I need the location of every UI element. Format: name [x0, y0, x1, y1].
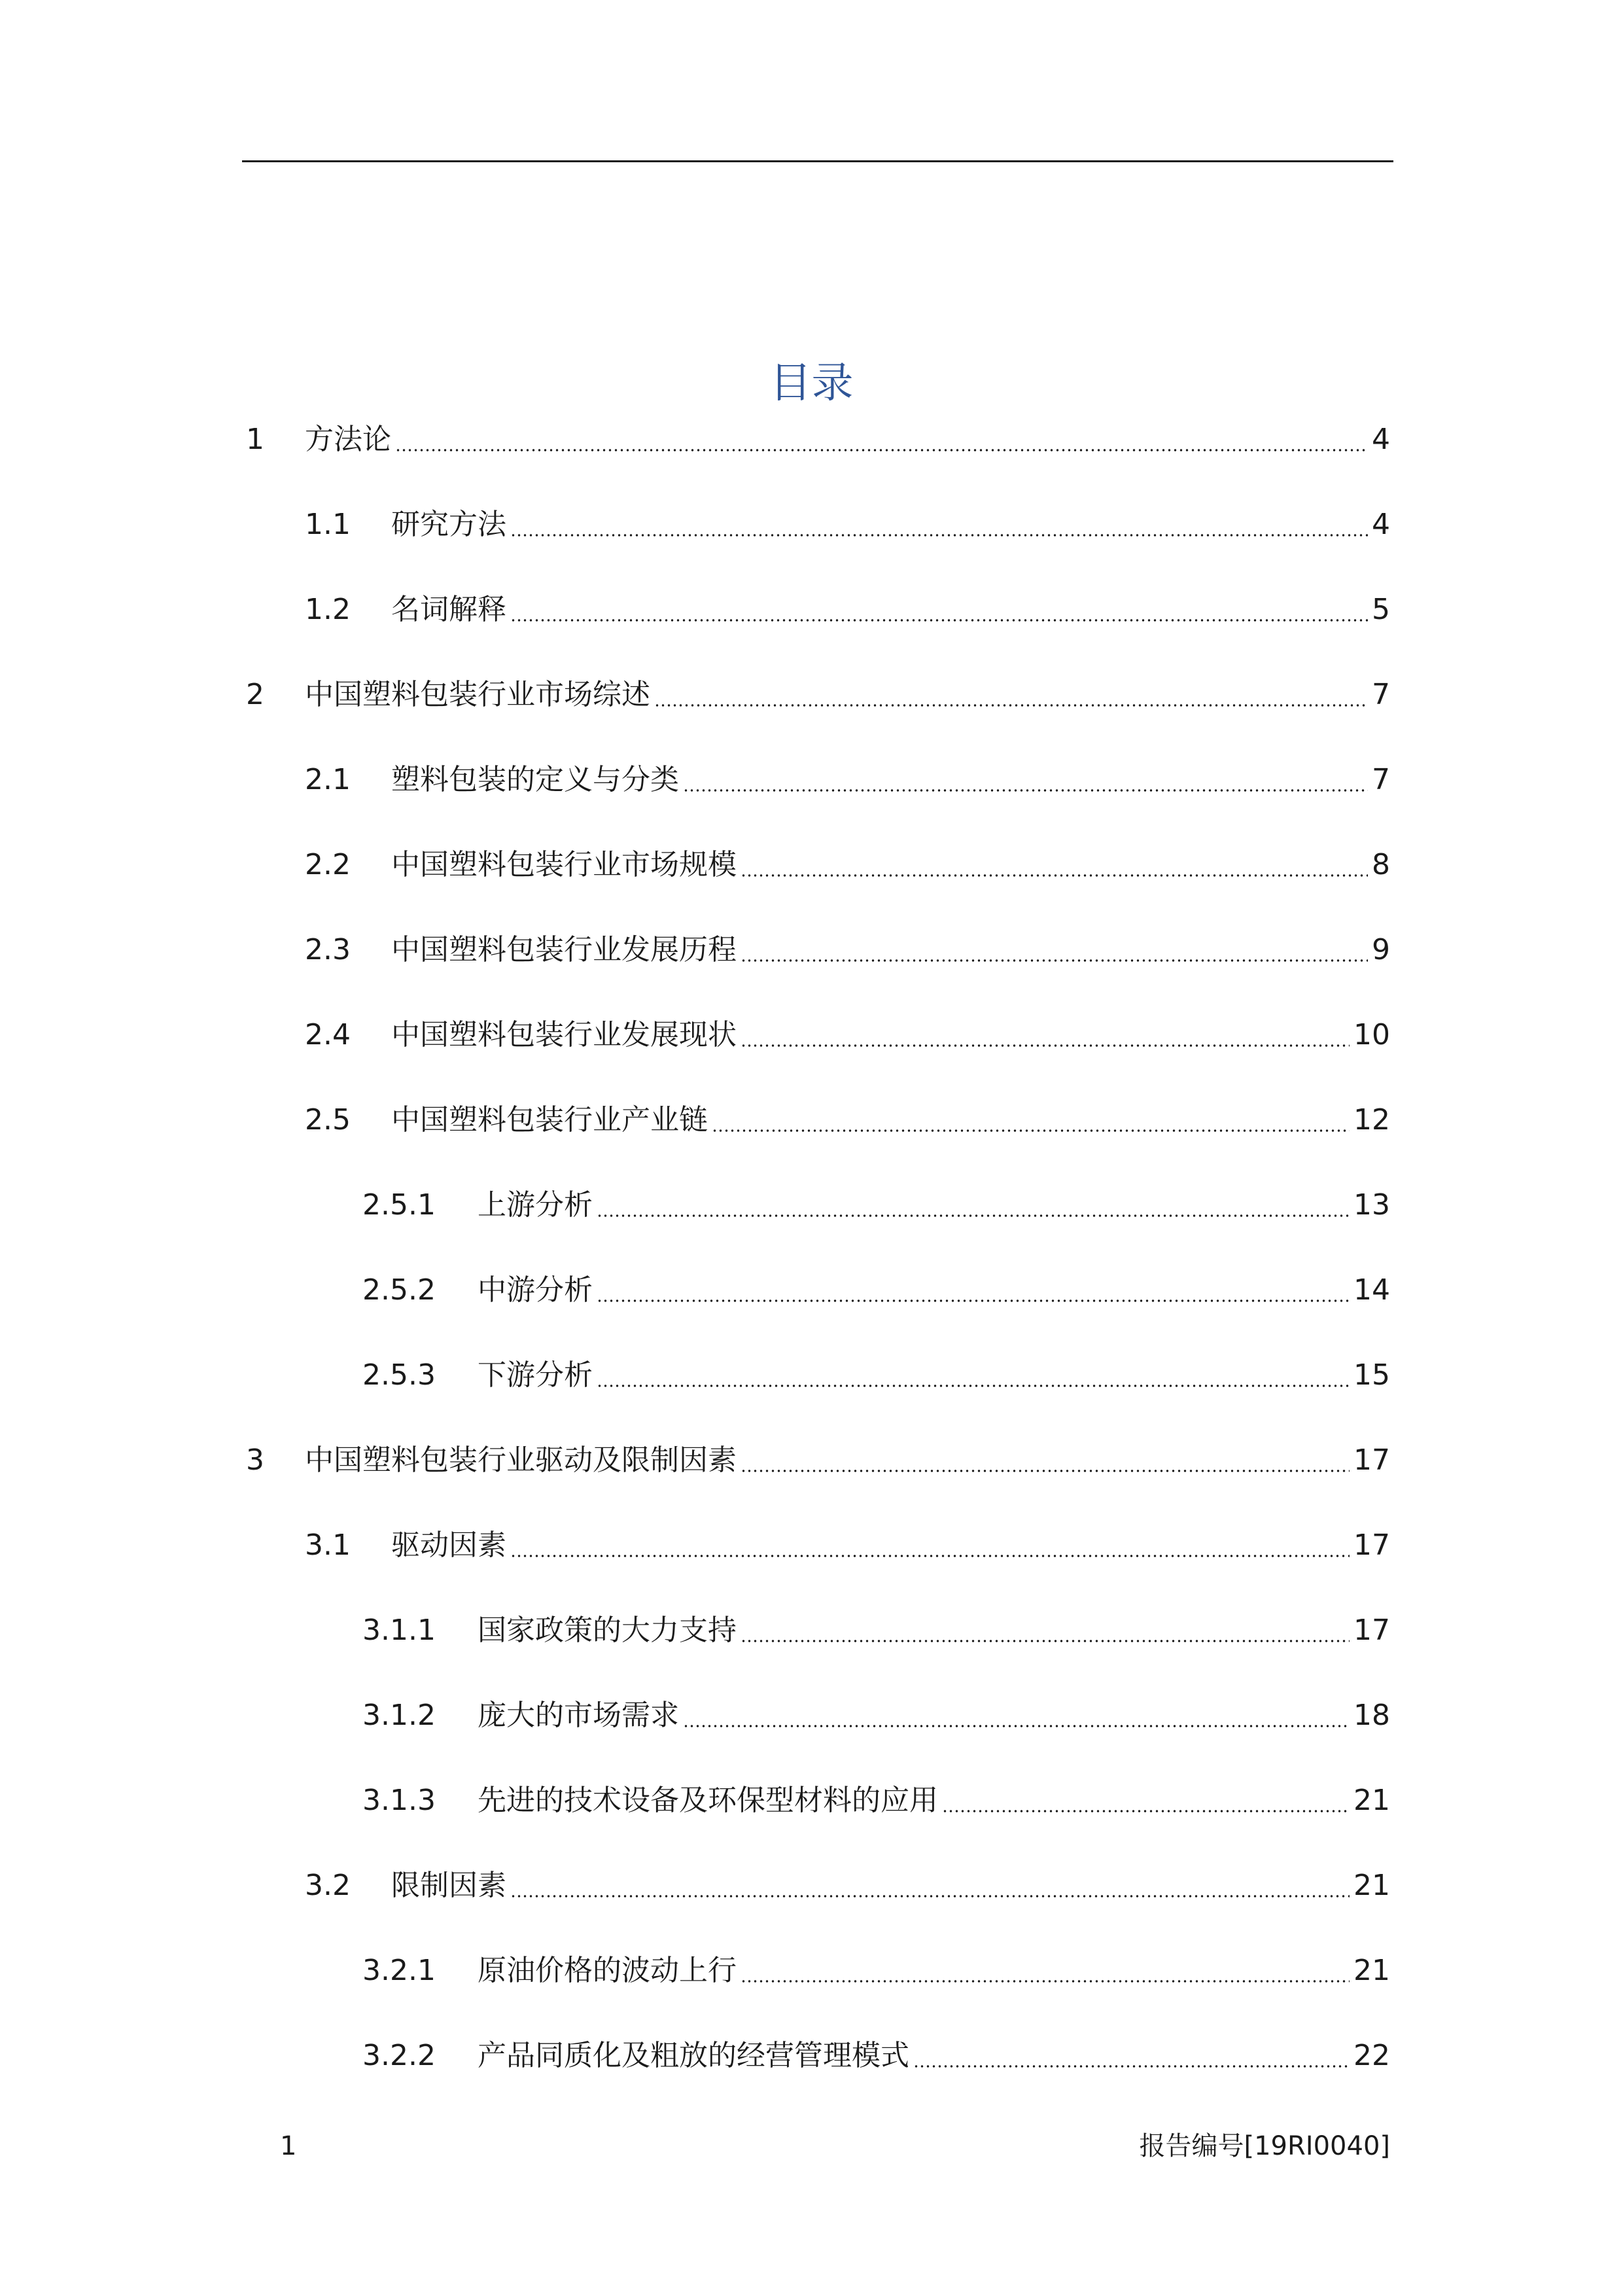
dot-leader — [654, 704, 1368, 707]
toc-entry-title: 原油价格的波动上行 — [478, 1954, 737, 1987]
toc-entry-title: 中国塑料包装行业市场规模 — [391, 848, 737, 881]
dot-leader — [510, 1895, 1350, 1898]
toc-entry-2-5-3[interactable] — [362, 1356, 1390, 1395]
toc-entry-number: 1.2 — [305, 593, 351, 626]
dot-leader — [395, 449, 1368, 451]
toc-entry-title: 中国塑料包装行业驱动及限制因素 — [305, 1443, 737, 1477]
toc-entry-3-1[interactable] — [305, 1526, 1390, 1565]
dot-leader — [683, 789, 1368, 792]
toc-entry-title: 限制因素 — [391, 1869, 506, 1902]
toc-entry-number: 1 — [246, 423, 264, 456]
toc-entry-number: 2.3 — [305, 933, 351, 966]
toc-entry-title: 中国塑料包装行业发展历程 — [391, 933, 737, 966]
toc-entry-page: 10 — [1353, 1018, 1390, 1051]
toc-entry-2-1[interactable] — [305, 760, 1390, 800]
footer-page-number: 1 — [280, 2131, 297, 2161]
toc-entry-page: 22 — [1353, 2039, 1390, 2072]
toc-entry-title: 先进的技术设备及环保型材料的应用 — [478, 1784, 938, 1817]
dot-leader — [942, 1810, 1350, 1812]
toc-entry-number: 3.1.1 — [362, 1614, 436, 1647]
toc-entry-3-1-2[interactable] — [362, 1696, 1390, 1735]
dot-leader — [741, 874, 1368, 877]
toc-entry-title: 中国塑料包装行业产业链 — [391, 1103, 708, 1137]
toc-entry-3-2-2[interactable] — [362, 2036, 1390, 2075]
toc-entry-3-2[interactable] — [305, 1866, 1390, 1905]
toc-entry-number: 2.1 — [305, 763, 351, 796]
toc-entry-title: 中国塑料包装行业市场综述 — [305, 678, 650, 711]
dot-leader — [683, 1725, 1350, 1727]
toc-entry-page: 7 — [1372, 678, 1390, 711]
toc-entry-number: 2.5.2 — [362, 1273, 436, 1307]
dot-leader — [913, 2065, 1350, 2068]
dot-leader — [597, 1214, 1350, 1217]
toc-entry-number: 3.1.3 — [362, 1784, 436, 1817]
toc-entry-2-3[interactable] — [305, 930, 1390, 970]
toc-entry-page: 15 — [1353, 1358, 1390, 1392]
dot-leader — [597, 1299, 1350, 1302]
dot-leader — [597, 1385, 1350, 1387]
toc-entry-number: 2.5 — [305, 1103, 351, 1137]
toc-entry-number: 2.2 — [305, 848, 351, 881]
toc-entry-page: 4 — [1372, 508, 1390, 541]
toc-entry-page: 14 — [1353, 1273, 1390, 1307]
footer-report-number: 报告编号[19RI0040] — [1139, 2131, 1390, 2161]
toc-entry-2-5-2[interactable] — [362, 1271, 1390, 1310]
toc-entry-page: 8 — [1372, 848, 1390, 881]
toc-entry-page: 13 — [1353, 1188, 1390, 1222]
toc-entry-2[interactable] — [246, 675, 1390, 715]
toc-entry-2-5[interactable] — [305, 1101, 1390, 1140]
toc-entry-number: 3.2.2 — [362, 2039, 436, 2072]
dot-leader — [741, 959, 1368, 962]
dot-leader — [510, 1555, 1350, 1557]
dot-leader — [712, 1129, 1350, 1132]
toc-entry-number: 3 — [246, 1443, 264, 1477]
dot-leader — [741, 1044, 1350, 1047]
toc-entry-3-1-3[interactable] — [362, 1781, 1390, 1820]
toc-entry-title: 庞大的市场需求 — [478, 1699, 679, 1732]
toc-entry-1-1[interactable] — [305, 505, 1390, 544]
toc-entry-page: 9 — [1372, 933, 1390, 966]
toc-entry-page: 21 — [1353, 1954, 1390, 1987]
toc-entry-2-5-1[interactable] — [362, 1186, 1390, 1225]
toc-entry-1[interactable] — [246, 420, 1390, 459]
toc-entry-number: 3.2.1 — [362, 1954, 436, 1987]
toc-entry-title: 中游分析 — [478, 1273, 593, 1307]
toc-entry-number: 3.1.2 — [362, 1699, 436, 1732]
dot-leader — [510, 534, 1368, 537]
toc-entry-title: 中国塑料包装行业发展现状 — [391, 1018, 737, 1051]
toc-title: 目录 — [769, 359, 854, 408]
toc-entry-number: 3.2 — [305, 1869, 351, 1902]
toc-entry-title: 塑料包装的定义与分类 — [391, 763, 679, 796]
toc-entry-page: 17 — [1353, 1614, 1390, 1647]
dot-leader — [741, 1470, 1350, 1472]
toc-entry-page: 12 — [1353, 1103, 1390, 1137]
toc-entry-number: 1.1 — [305, 508, 351, 541]
toc-entry-3-2-1[interactable] — [362, 1951, 1390, 1990]
toc-entry-title: 研究方法 — [391, 508, 506, 541]
toc-entry-3[interactable] — [246, 1441, 1390, 1480]
toc-entry-title: 驱动因素 — [391, 1528, 506, 1562]
header-rule — [242, 160, 1393, 162]
toc-entry-number: 3.1 — [305, 1528, 351, 1562]
toc-entry-number: 2.5.3 — [362, 1358, 436, 1392]
dot-leader — [510, 619, 1368, 622]
toc-entry-page: 21 — [1353, 1784, 1390, 1817]
toc-entry-title: 下游分析 — [478, 1358, 593, 1392]
toc-entry-number: 2.4 — [305, 1018, 351, 1051]
toc-entry-1-2[interactable] — [305, 590, 1390, 629]
toc-entry-2-2[interactable] — [305, 845, 1390, 885]
toc-entry-page: 18 — [1353, 1699, 1390, 1732]
toc-entry-page: 21 — [1353, 1869, 1390, 1902]
toc-entry-page: 17 — [1353, 1443, 1390, 1477]
toc-entry-title: 上游分析 — [478, 1188, 593, 1222]
toc-entry-page: 5 — [1372, 593, 1390, 626]
dot-leader — [741, 1640, 1350, 1642]
dot-leader — [741, 1980, 1350, 1983]
toc-entry-title: 产品同质化及粗放的经营管理模式 — [478, 2039, 909, 2072]
toc-entry-title: 国家政策的大力支持 — [478, 1614, 737, 1647]
toc-entry-page: 4 — [1372, 423, 1390, 456]
toc-entry-number: 2 — [246, 678, 264, 711]
toc-entry-number: 2.5.1 — [362, 1188, 436, 1222]
toc-entry-3-1-1[interactable] — [362, 1611, 1390, 1650]
toc-entry-title: 方法论 — [305, 423, 391, 456]
toc-entry-2-4[interactable] — [305, 1016, 1390, 1055]
toc-entry-title: 名词解释 — [391, 593, 506, 626]
toc-entry-page: 7 — [1372, 763, 1390, 796]
toc-entry-page: 17 — [1353, 1528, 1390, 1562]
